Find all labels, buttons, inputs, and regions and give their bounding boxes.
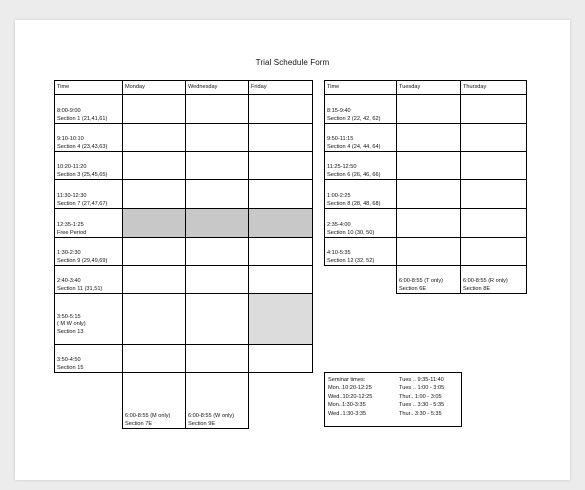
schedule-cell[interactable] [249,180,313,209]
schedule-cell[interactable] [186,95,249,124]
schedule-cell[interactable] [123,152,186,180]
header-time: Time [55,81,123,95]
schedule-cell[interactable] [461,95,527,124]
time-cell: 9:10-10:10 Section 4 (23,43,63) [55,124,123,152]
schedule-cell[interactable] [249,95,313,124]
time-cell: 4:10-5:35 Section 12 (32, 52) [325,238,397,266]
schedule-cell[interactable] [186,266,249,294]
time-cell: 12:35-1:25 Free Period [55,209,123,238]
schedule-cell[interactable] [123,266,186,294]
seminar-times-box [324,372,462,427]
seminar-heading: Seminar times: [328,377,366,383]
shaded-cell [186,209,249,238]
table-row [325,95,527,124]
shaded-cell [249,209,313,238]
seminar-line: Tues .. 9:35-11:40 [399,377,444,383]
table-row [55,345,313,373]
evening-cell-monday[interactable]: 6:00-8:55 (M only) Section 7E [123,373,186,429]
seminar-left-column [328,376,372,418]
schedule-cell[interactable] [123,345,186,373]
table-row [55,180,313,209]
evening-cell-tuesday[interactable]: 6:00-8:55 (T only) Section 6E [397,266,461,294]
header-thursday: Thursday [461,81,527,95]
time-cell: 8:00-9:00 Section 1 (21,41,61) [55,95,123,124]
schedule-cell[interactable] [397,95,461,124]
tr-schedule-table [324,80,527,294]
header-tuesday: Tuesday [397,81,461,95]
schedule-cell[interactable] [461,180,527,209]
table-row [325,124,527,152]
evening-cell-wednesday[interactable]: 6:00-8:55 (W only) Section 9E [186,373,249,429]
time-cell: 2:35-4:00 Section 10 (30, 50) [325,209,397,238]
table-header-row [325,81,527,95]
schedule-cell[interactable] [249,238,313,266]
schedule-cell[interactable] [461,152,527,180]
time-cell: 3:50-5:15 ( M W only) Section 13 [55,294,123,345]
seminar-line: Tues .. 1:00 - 3:05 [399,385,445,392]
schedule-cell[interactable] [123,294,186,345]
table-row [55,124,313,152]
schedule-cell[interactable] [397,124,461,152]
empty-cell [249,373,313,429]
schedule-cell[interactable] [123,124,186,152]
table-row [325,152,527,180]
header-friday: Friday [249,81,313,95]
table-row-evening [55,373,313,429]
time-cell: 1:30-2:30 Section 9 (29,49,69) [55,238,123,266]
schedule-cell[interactable] [397,180,461,209]
schedule-cell[interactable] [249,266,313,294]
schedule-cell[interactable] [397,238,461,266]
header-time: Time [325,81,397,95]
schedule-cell[interactable] [123,238,186,266]
header-monday: Monday [123,81,186,95]
table-row-free-period [55,209,313,238]
time-cell: 1:00-2:25 Section 8 (28, 48, 68) [325,180,397,209]
schedule-cell[interactable] [186,152,249,180]
schedule-cell[interactable] [249,345,313,373]
time-cell: 2:40-3:40 Section 11 (31,51) [55,266,123,294]
schedule-cell[interactable] [186,124,249,152]
header-wednesday: Wednesday [186,81,249,95]
schedule-cell[interactable] [249,124,313,152]
schedule-cell[interactable] [249,152,313,180]
table-row [55,266,313,294]
empty-cell [325,266,397,294]
schedule-cell[interactable] [186,180,249,209]
table-row-evening [325,266,527,294]
time-cell: 10:20-11:20 Section 3 (25,45,65) [55,152,123,180]
seminar-line: Wed..10:20-12:25 [328,393,373,400]
table-row [325,209,527,238]
schedule-cell[interactable] [186,345,249,373]
time-cell: 11:30-12:30 Section 7 (27,47,67) [55,180,123,209]
schedule-cell[interactable] [123,95,186,124]
seminar-line: Thur.. 3:30 - 5:35 [399,410,442,417]
table-row [55,95,313,124]
time-cell: 9:50-11:15 Section 4 (24, 44, 64) [325,124,397,152]
mwf-schedule-table [54,80,313,429]
schedule-cell[interactable] [397,209,461,238]
table-row [55,294,313,345]
seminar-line: Thur.. 1:00 - 3:05 [399,393,442,400]
schedule-cell[interactable] [123,180,186,209]
schedule-cell[interactable] [461,238,527,266]
page-title: Trial Schedule Form [255,58,330,67]
schedule-cell[interactable] [397,152,461,180]
table-row [325,238,527,266]
table-row [55,238,313,266]
seminar-right-column [399,376,444,418]
schedule-cell[interactable] [461,124,527,152]
schedule-cell[interactable] [186,294,249,345]
time-cell: 3:50-4:50 Section 15 [55,345,123,373]
empty-cell [55,373,123,429]
time-cell: 8:15-9:40 Section 2 (22, 42, 62) [325,95,397,124]
shaded-cell [123,209,186,238]
table-row [325,180,527,209]
seminar-line: Mon..1:30-3:35 [328,402,366,409]
seminar-line: Wed..1:30-3:35 [328,410,367,417]
schedule-cell[interactable] [461,209,527,238]
seminar-line: Tues .. 3:30 - 5:35 [399,402,445,409]
table-header-row [55,81,313,95]
seminar-line: Mon..10:20-12:25 [328,385,372,392]
time-cell: 11:25-12:50 Section 6 (26, 46, 66) [325,152,397,180]
table-row [55,152,313,180]
evening-cell-thursday[interactable]: 6:00-8:55 (R only) Section 8E [461,266,527,294]
schedule-cell[interactable] [186,238,249,266]
shaded-cell [249,294,313,345]
